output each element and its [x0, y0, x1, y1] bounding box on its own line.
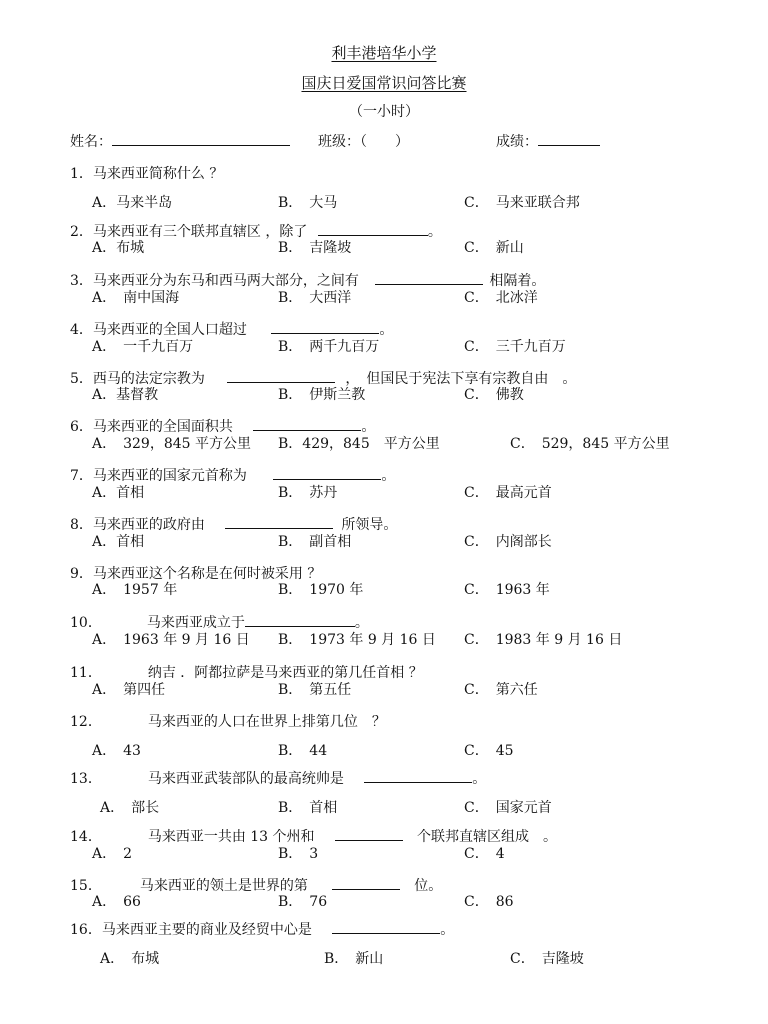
- option-b[interactable]: B． 大马: [278, 195, 338, 211]
- question-text: 马来西亚有三个联邦直辖区 ，除了: [92, 224, 308, 240]
- option-b[interactable]: B． 1970 年: [278, 582, 364, 598]
- question-text: 马来西亚的全国人口超过: [92, 322, 247, 338]
- answer-blank[interactable]: [335, 828, 403, 841]
- question-13: [70, 768, 486, 788]
- option-c[interactable]: C． 最高元首: [464, 485, 552, 501]
- answer-blank[interactable]: [364, 770, 472, 783]
- answer-blank[interactable]: [253, 418, 361, 431]
- option-b[interactable]: B． 苏丹: [278, 485, 338, 501]
- question-number: 3．: [70, 273, 93, 289]
- question-text: 马来西亚武装部队的最高统帅是: [147, 771, 344, 787]
- question-suffix: 。: [379, 322, 394, 338]
- question-number: 1．: [70, 166, 93, 182]
- question-number: 13．: [70, 771, 102, 787]
- question-number: 2．: [70, 224, 93, 240]
- name-blank[interactable]: [112, 133, 290, 146]
- answer-blank[interactable]: [271, 321, 379, 334]
- question-16: [70, 919, 454, 939]
- quiz-duration: （一小时）: [349, 104, 419, 120]
- class-paren[interactable]: （ ）: [360, 134, 409, 150]
- option-a[interactable]: A． 2: [92, 846, 133, 862]
- school-name: 利丰港培华小学: [331, 44, 437, 62]
- option-a[interactable]: A． 布城: [100, 951, 160, 967]
- option-c[interactable]: C． 1983 年 9 月 16 日: [464, 632, 623, 648]
- question-text: 马来西亚的国家元首称为: [92, 468, 247, 484]
- question-text: 马来西亚简称什么 ？: [92, 166, 224, 182]
- option-a[interactable]: A． 部长: [100, 800, 160, 816]
- question-number: 7．: [70, 468, 93, 484]
- option-c[interactable]: C． 内阁部长: [464, 534, 552, 550]
- option-c[interactable]: C． 1963 年: [464, 582, 550, 598]
- option-c[interactable]: C． 北冰洋: [464, 290, 538, 306]
- class-field: [318, 131, 409, 151]
- option-b[interactable]: B． 伊斯兰教: [278, 387, 366, 403]
- answer-blank[interactable]: [332, 921, 440, 934]
- option-c[interactable]: C． 第六任: [464, 682, 538, 698]
- question-number: 12．: [70, 714, 102, 730]
- option-a[interactable]: A． 329，845 平方公里: [92, 436, 252, 452]
- answer-blank[interactable]: [375, 272, 483, 285]
- question-suffix: 。: [361, 419, 376, 435]
- option-a[interactable]: A．布城: [92, 240, 145, 256]
- option-b[interactable]: B． 副首相: [278, 534, 352, 550]
- option-b[interactable]: B． 吉隆坡: [278, 240, 352, 256]
- question-number: 14．: [70, 829, 102, 845]
- option-b[interactable]: B． 76: [278, 894, 328, 910]
- option-a[interactable]: A．首相: [92, 485, 145, 501]
- question-number: 15．: [70, 878, 102, 894]
- option-b[interactable]: B． 1973 年 9 月 16 日: [278, 632, 436, 648]
- option-c[interactable]: C． 吉隆坡: [510, 951, 584, 967]
- score-field: [496, 131, 600, 151]
- question-1: [70, 163, 223, 183]
- option-b[interactable]: B． 44: [278, 743, 328, 759]
- option-c[interactable]: C． 86: [464, 894, 514, 910]
- option-b[interactable]: B． 大西洋: [278, 290, 352, 306]
- option-a[interactable]: A． 43: [92, 743, 141, 759]
- question-suffix: 个联邦直辖区组成 。: [417, 829, 557, 845]
- score-label: 成绩：: [496, 134, 538, 150]
- question-text: 马来西亚的人口在世界上排第几位 ？: [147, 714, 386, 730]
- option-c[interactable]: C． 529，845 平方公里: [510, 436, 670, 452]
- answer-blank[interactable]: [318, 223, 428, 236]
- question-text: 马来西亚的全国面积共: [92, 419, 233, 435]
- class-label: 班级：: [318, 134, 360, 150]
- option-c[interactable]: C． 马来亚联合邦: [464, 195, 580, 211]
- option-a[interactable]: A． 1957 年: [92, 582, 178, 598]
- option-c[interactable]: C． 国家元首: [464, 800, 552, 816]
- question-suffix: 。: [381, 468, 396, 484]
- question-suffix: 。: [354, 615, 369, 631]
- question-suffix: 。: [440, 922, 455, 938]
- option-a[interactable]: A． 66: [92, 894, 141, 910]
- option-c[interactable]: C． 4: [464, 846, 505, 862]
- option-b[interactable]: B． 第五任: [278, 682, 352, 698]
- question-text: 马来西亚分为东马和西马两大部分，之间有: [92, 273, 359, 289]
- question-number: 5．: [70, 371, 93, 387]
- question-number: 6．: [70, 419, 93, 435]
- question-number: 8．: [70, 517, 93, 533]
- option-a[interactable]: A． 一千九百万: [92, 339, 194, 355]
- name-label: 姓名：: [70, 134, 112, 150]
- answer-blank[interactable]: [332, 877, 400, 890]
- option-a[interactable]: A．首相: [92, 534, 145, 550]
- option-a[interactable]: A．马来半岛: [92, 195, 173, 211]
- question-number: 11．: [70, 665, 102, 681]
- question-text: 马来西亚成立于: [146, 615, 245, 631]
- question-text: 马来西亚一共由 13 个州和: [147, 829, 315, 845]
- option-c[interactable]: C． 佛教: [464, 387, 524, 403]
- option-a[interactable]: A． 1963 年 9 月 16 日: [92, 632, 250, 648]
- option-b[interactable]: B． 新山: [324, 951, 384, 967]
- quiz-title: 国庆日爱国常识问答比赛: [301, 74, 467, 92]
- question-text: 马来西亚的政府由: [92, 517, 205, 533]
- question-12: [70, 711, 386, 731]
- option-a[interactable]: A． 第四任: [92, 682, 166, 698]
- question-text: 西马的法定宗教为: [92, 371, 205, 387]
- option-b[interactable]: B． 两千九百万: [278, 339, 380, 355]
- option-b[interactable]: B． 3: [278, 846, 319, 862]
- option-c[interactable]: C． 45: [464, 743, 514, 759]
- option-c[interactable]: C． 新山: [464, 240, 524, 256]
- question-number: 9．: [70, 566, 93, 582]
- question-text: 马来西亚的领土是世界的第: [139, 878, 308, 894]
- question-suffix: 。: [427, 224, 442, 240]
- question-number: 16．: [70, 922, 102, 938]
- option-a[interactable]: A．基督教: [92, 387, 159, 403]
- question-suffix: 相隔着。: [489, 273, 546, 289]
- answer-blank[interactable]: [245, 614, 355, 627]
- question-number: 4．: [70, 322, 93, 338]
- answer-blank[interactable]: [227, 370, 335, 383]
- option-b[interactable]: B．429，845 平方公里: [278, 436, 440, 452]
- question-text: 马来西亚主要的商业及经贸中心是: [101, 922, 312, 938]
- question-number: 10．: [70, 615, 102, 631]
- score-blank[interactable]: [538, 133, 600, 146]
- question-suffix: 位。: [414, 878, 443, 894]
- question-text: 马来西亚这个名称是在何时被采用 ？: [92, 566, 322, 582]
- option-c[interactable]: C． 三千九百万: [464, 339, 566, 355]
- name-field: [70, 131, 290, 151]
- answer-blank[interactable]: [225, 516, 333, 529]
- question-suffix: ， 但国民于宪法下享有宗教自由 。: [345, 371, 577, 387]
- question-text: 纳吉 ．阿都拉萨是马来西亚的第几任首相 ？: [147, 665, 423, 681]
- question-suffix: 所领导。: [341, 517, 398, 533]
- option-a[interactable]: A． 南中国海: [92, 290, 180, 306]
- option-b[interactable]: B． 首相: [278, 800, 338, 816]
- question-suffix: 。: [472, 771, 487, 787]
- answer-blank[interactable]: [273, 467, 381, 480]
